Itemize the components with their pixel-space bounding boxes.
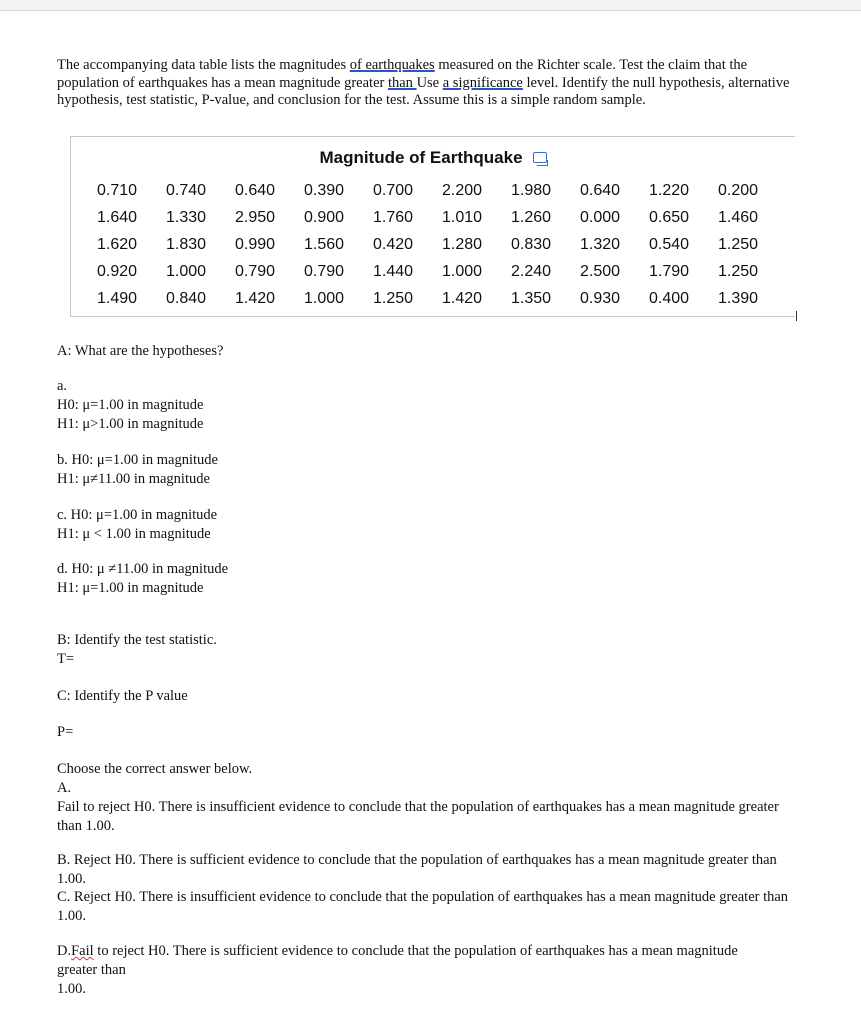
table-cell: 1.000 [442,262,483,280]
option-b-h1: H1: μ≠11.00 in magnitude [57,471,210,487]
conclusion-b-text: B. Reject H0. There is sufficient evidence to conclude that the population of earthquakes has a mean magnitude greater than 1.00. [57,852,777,887]
table-row [97,204,787,231]
conclusion-d-text [57,942,747,980]
table-row [97,285,787,312]
table-cell: 0.200 [718,181,759,199]
table-cell: 1.260 [511,208,552,226]
option-a[interactable] [57,377,203,434]
table-cell: 1.390 [718,289,759,307]
part-b [57,631,217,669]
intro-text-4: level. Identify the null hypothesis, alternative hypothesis, test statistic, P-value, and conclusion for the test. Assume this is a simple random sample. [57,74,790,108]
intro-underlined-1: of earthquakes [349,57,435,73]
data-table-box [70,136,795,317]
conclusion-c-value: 1.00. [57,908,86,924]
table-cell: 1.620 [97,235,138,253]
table-cell: 1.250 [718,235,759,253]
table-cell: 1.640 [97,208,138,226]
conclusion-option-b[interactable] [57,851,802,889]
option-b-h0: b. H0: μ=1.00 in magnitude [57,452,218,468]
conclusion-d-value: 1.00. [57,981,86,997]
table-resize-tick [796,311,797,321]
option-c-h0: c. H0: μ=1.00 in magnitude [57,507,218,523]
table-cell: 0.700 [373,181,414,199]
table-cell: 1.320 [580,235,621,253]
magnitude-table [97,177,787,312]
p-value-answer[interactable]: P= [57,724,74,740]
conclusion-d-body: to reject H0. There is sufficient evidence to conclude that the population of earthquakes has a mean magnitude greater than [57,943,738,978]
table-cell: 2.950 [235,208,276,226]
conclusion-option-c[interactable] [57,888,802,926]
table-cell: 1.560 [304,235,345,253]
table-cell: 0.790 [304,262,345,280]
option-a-h0: H0: μ=1.00 in magnitude [57,397,204,413]
option-c[interactable] [57,506,217,544]
table-divider [71,316,795,317]
table-row [97,231,787,258]
table-cell: 1.000 [304,289,345,307]
table-cell: 1.220 [649,181,690,199]
intro-text-2: measured on the Richter scale. Test the claim that the population of earthquakes has a mean magnitude greater [57,57,748,91]
table-cell: 1.250 [718,262,759,280]
option-c-h1: H1: μ < 1.00 in magnitude [57,526,211,542]
table-cell: 0.390 [304,181,345,199]
table-cell: 1.490 [97,289,138,307]
table-cell: 2.500 [580,262,621,280]
option-b[interactable] [57,451,218,489]
intro-text-3: Use [416,74,443,91]
table-cell: 0.000 [580,208,621,226]
table-cell: 1.000 [166,262,207,280]
table-cell: 1.460 [718,208,759,226]
option-a-label: a. [57,378,68,394]
table-cell: 0.650 [649,208,690,226]
question-c: C: Identify the P value [57,688,188,704]
table-row [97,258,787,285]
table-cell: 0.710 [97,181,138,199]
option-d[interactable] [57,560,228,598]
conclusion-c-text: C. Reject H0. There is insufficient evidence to conclude that the population of earthquakes has a mean magnitude greater than [57,889,789,905]
table-cell: 0.640 [235,181,276,199]
table-cell: 0.420 [373,235,414,253]
table-cell: 1.760 [373,208,414,226]
table-cell: 0.790 [235,262,276,280]
table-cell: 1.330 [166,208,207,226]
question-b: B: Identify the test statistic. [57,632,217,648]
table-cell: 2.240 [511,262,552,280]
conclusion-d-label: D. [57,943,72,959]
table-cell: 0.740 [166,181,207,199]
conclusion-a-label: A. [57,780,72,796]
table-cell: 0.900 [304,208,345,226]
table-cell: 1.440 [373,262,414,280]
conclusion-prompt: Choose the correct answer below. [57,761,253,777]
intro-text-1: The accompanying data table lists the magnitudes [57,57,350,73]
table-cell: 2.200 [442,181,483,199]
table-cell: 1.010 [442,208,483,226]
problem-statement [57,57,802,110]
table-cell: 1.420 [235,289,276,307]
table-cell: 1.980 [511,181,552,199]
table-cell: 0.830 [511,235,552,253]
option-d-h0: d. H0: μ ≠11.00 in magnitude [57,561,229,577]
table-cell: 0.930 [580,289,621,307]
table-cell: 0.400 [649,289,690,307]
table-title [71,148,795,168]
table-cell: 1.250 [373,289,414,307]
table-cell: 0.920 [97,262,138,280]
top-toolbar-edge [0,0,861,11]
table-cell: 0.990 [235,235,276,253]
question-a: A: What are the hypotheses? [57,343,224,359]
table-row [97,177,787,204]
table-cell: 1.280 [442,235,483,253]
option-a-h1: H1: μ>1.00 in magnitude [57,416,204,432]
conclusion-option-a[interactable] [57,779,802,836]
table-cell: 1.350 [511,289,552,307]
test-statistic-answer[interactable]: T= [57,651,75,667]
conclusion-option-d[interactable] [57,942,747,999]
copy-data-icon[interactable] [533,152,547,163]
table-cell: 0.540 [649,235,690,253]
table-cell: 1.420 [442,289,483,307]
table-cell: 0.640 [580,181,621,199]
table-cell: 1.830 [166,235,207,253]
spellcheck-word: Fail [71,943,94,959]
intro-underlined-2: than [387,74,417,91]
option-d-h1: H1: μ=1.00 in magnitude [57,580,204,596]
table-cell: 1.790 [649,262,690,280]
table-title-text: Magnitude of Earthquake [319,148,523,167]
conclusion-a-text: Fail to reject H0. There is insufficient evidence to conclude that the population of earthquakes has a mean magnitude greater than 1.00. [57,799,779,834]
table-cell: 0.840 [166,289,207,307]
intro-underlined-3: a significance [442,74,523,91]
